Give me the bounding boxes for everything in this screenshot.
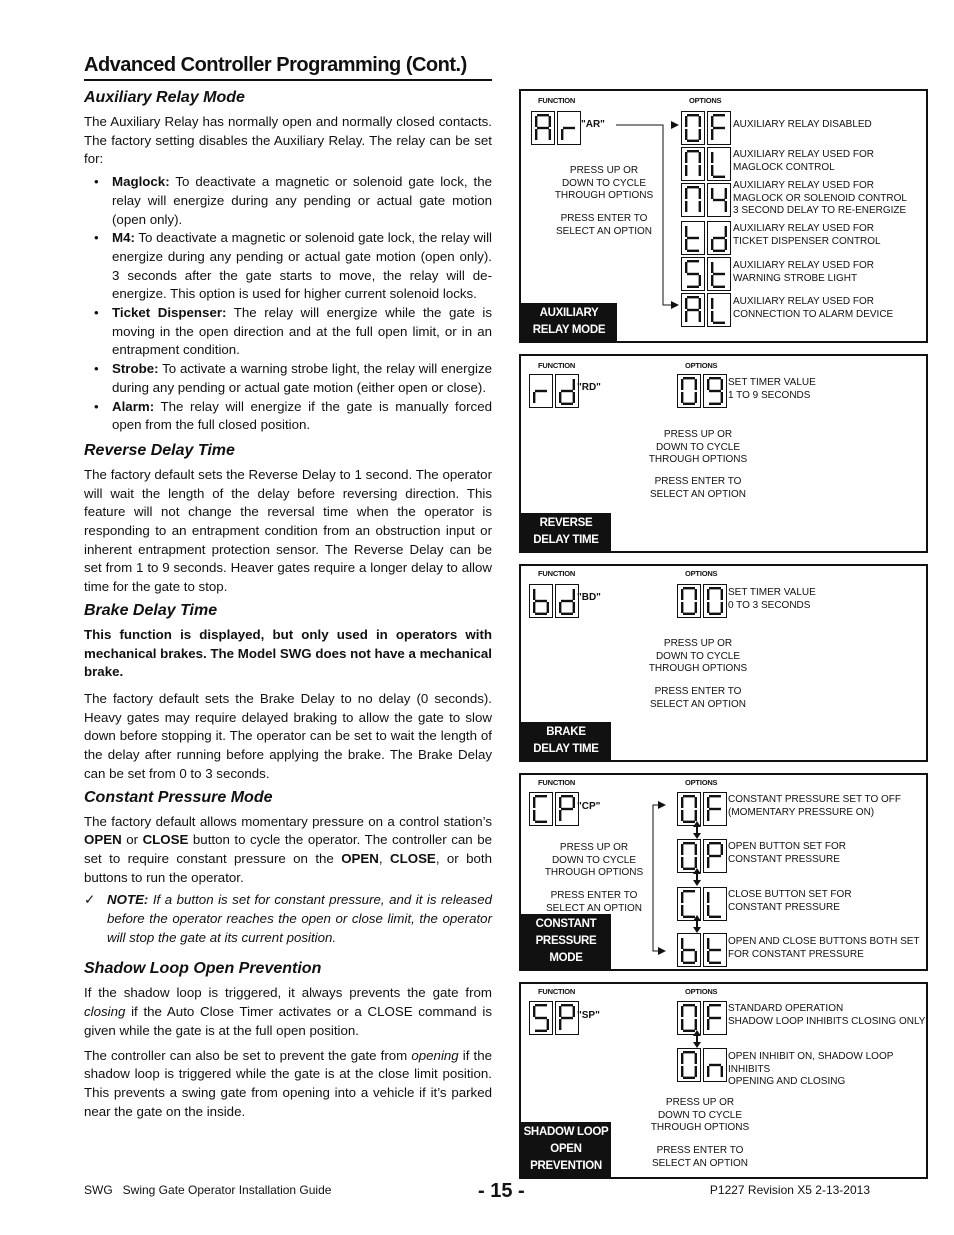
cycle-instruction: PRESS UP OR DOWN TO CYCLE THROUGH OPTIONS xyxy=(650,1097,750,1134)
diagram-brake-delay xyxy=(519,564,928,762)
shadow-text-1 xyxy=(84,984,492,1040)
diagram-label: AUXILIARY RELAY MODE xyxy=(521,303,617,341)
cycle-instruction: PRESS UP OR DOWN TO CYCLE THROUGH OPTIONS xyxy=(648,638,748,675)
diagram-label: REVERSE DELAY TIME xyxy=(521,513,611,551)
lcd-function-display xyxy=(529,584,579,618)
diagram-label: SHADOW LOOP OPEN PREVENTION xyxy=(521,1122,611,1177)
function-label: FUNCTION xyxy=(538,778,576,787)
text-run: If the shadow loop is triggered, it always prevents the gate from xyxy=(84,985,492,1001)
option-desc: AUXILIARY RELAY USED FOR TICKET DISPENSER CONTROL xyxy=(733,223,881,247)
desc: The relay will energize if the gate is manually forced open from the full closed position. xyxy=(112,398,492,433)
term: Ticket Dispenser: xyxy=(112,305,227,321)
option-desc: AUXILIARY RELAY USED FOR CONNECTION TO ALARM DEVICE xyxy=(733,296,894,320)
option-desc: OPEN AND CLOSE BUTTONS BOTH SET FOR CONSTANT PRESSURE xyxy=(728,936,920,960)
function-code: "AR" xyxy=(581,119,605,130)
function-code: "CP" xyxy=(577,801,601,812)
text-run: or xyxy=(121,832,143,848)
diagram-constant-pressure xyxy=(519,773,928,971)
option-desc: STANDARD OPERATION SHADOW LOOP INHIBITS CLOSING ONLY xyxy=(728,1003,926,1027)
cycle-instruction: PRESS UP OR DOWN TO CYCLE THROUGH OPTIONS xyxy=(554,165,654,202)
lcd-option-display xyxy=(677,1048,727,1082)
function-label: FUNCTION xyxy=(538,96,576,105)
aux-intro: The Auxiliary Relay has normally open and normally closed contacts. The factory setting disables the Auxiliary Relay. The relay can be set for: xyxy=(84,114,492,167)
diagram-shadow-loop xyxy=(519,982,928,1179)
lcd-option-display xyxy=(677,374,727,408)
option-desc: AUXILIARY RELAY USED FOR WARNING STROBE LIGHT xyxy=(733,260,874,284)
shadow-text-2 xyxy=(84,1047,492,1122)
options-label: OPTIONS xyxy=(685,361,718,370)
updown-arrow-icon xyxy=(691,821,711,941)
enter-instruction: PRESS ENTER TO SELECT AN OPTION xyxy=(652,1145,748,1169)
function-label: FUNCTION xyxy=(538,569,576,578)
title-rule xyxy=(84,79,492,81)
lcd-option-display xyxy=(677,584,727,618)
lcd-function-display xyxy=(529,1001,579,1035)
function-code: "SP" xyxy=(577,1010,600,1021)
text-run: if the Auto Close Timer activates or a CLOSE command is given while the gate is at the full open position. xyxy=(84,1004,492,1038)
cycle-instruction: PRESS UP OR DOWN TO CYCLE THROUGH OPTIONS xyxy=(544,842,644,879)
lcd-option-display xyxy=(681,147,731,181)
lcd-option-display xyxy=(681,257,731,291)
enter-instruction: PRESS ENTER TO SELECT AN OPTION xyxy=(650,686,746,710)
option-desc: SET TIMER VALUE 0 TO 3 SECONDS xyxy=(728,587,816,611)
options-label: OPTIONS xyxy=(685,987,718,996)
lcd-option-display xyxy=(681,221,731,255)
shadow-heading: Shadow Loop Open Prevention xyxy=(84,960,322,978)
lcd-option-display xyxy=(681,183,731,217)
diagram-aux-relay xyxy=(519,89,928,343)
option-desc: OPEN BUTTON SET FOR CONSTANT PRESSURE xyxy=(728,841,846,865)
desc: To activate a warning strobe light, the relay will energize during any pending or actual gate motion (either open or close). xyxy=(112,361,492,395)
reverse-heading: Reverse Delay Time xyxy=(84,441,235,459)
desc: The relay will energize while the gate is moving in the open direction and at the full open limit, or in an entrapment condition. xyxy=(112,305,492,358)
option-desc: AUXILIARY RELAY USED FOR MAGLOCK OR SOLENOID CONTROL 3 SECOND DELAY TO RE-ENERGIZE xyxy=(733,180,907,217)
enter-instruction: PRESS ENTER TO SELECT AN OPTION xyxy=(546,890,642,914)
constant-note xyxy=(84,891,492,947)
text-run: The controller can also be set to prevent the gate from xyxy=(84,1047,412,1063)
options-label: OPTIONS xyxy=(685,569,718,578)
diagram-reverse-delay xyxy=(519,354,928,553)
function-label: FUNCTION xyxy=(538,987,576,996)
text-run: opening xyxy=(411,1047,459,1063)
desc: To deactivate a magnetic or solenoid gate lock, the relay will energize during any pending or actual gate motion (open only). 3 seconds after the gate starts to move, the relay will de-energize. This option is used for higher current solenoid locks. xyxy=(112,230,492,302)
text-run: OPEN xyxy=(341,850,379,866)
text-run: CLOSE xyxy=(142,832,189,848)
list-item xyxy=(84,398,492,435)
list-item xyxy=(84,229,492,304)
aux-heading: Auxiliary Relay Mode xyxy=(84,89,245,106)
options-label: OPTIONS xyxy=(689,96,722,105)
text-run: if the shadow loop is triggered while the gate is at the close limit position. This prevents a swing gate from opening into a vehicle if it’s parked near the gate on the inside. xyxy=(84,1047,492,1119)
function-label: FUNCTION xyxy=(538,361,576,370)
reverse-text: The factory default sets the Reverse Delay to 1 second. The operator will wait the length of the delay before reversing direction. This feature will not change the reversal time when the operator is responding to an entrapment condition from an obstruction input or inherent entrapment protection sensor. The Reverse Delay can be set from 1 to 9 seconds. Heaver gates require a longer delay to allow time for the gate to stop. xyxy=(84,466,492,595)
text-run: OPEN xyxy=(84,832,122,848)
option-desc: AUXILIARY RELAY USED FOR MAGLOCK CONTROL xyxy=(733,149,874,173)
enter-instruction: PRESS ENTER TO SELECT AN OPTION xyxy=(650,476,746,500)
lcd-option-display xyxy=(681,293,731,327)
function-code: "RD" xyxy=(577,382,601,393)
footer-left: SWG Swing Gate Operator Installation Guide xyxy=(84,1183,332,1197)
page-title: Advanced Controller Programming (Cont.) xyxy=(84,54,467,76)
term: Alarm: xyxy=(112,398,155,414)
aux-list xyxy=(84,173,492,435)
option-desc: CONSTANT PRESSURE SET TO OFF (MOMENTARY PRESSURE ON) xyxy=(728,794,901,818)
desc: To deactivate a magnetic or solenoid gate lock, the relay will energize during any pending or actual gate motion (open only). xyxy=(112,174,492,227)
function-code: "BD" xyxy=(577,592,601,603)
options-label: OPTIONS xyxy=(685,778,718,787)
list-item xyxy=(84,173,492,229)
cycle-instruction: PRESS UP OR DOWN TO CYCLE THROUGH OPTIONS xyxy=(648,429,748,466)
text-run: , xyxy=(378,850,390,866)
footer-right: P1227 Revision X5 2-13-2013 xyxy=(709,1183,870,1197)
term: Maglock: xyxy=(112,174,170,190)
diagram-label: CONSTANT PRESSURE MODE xyxy=(521,914,611,969)
text-run: closing xyxy=(84,1004,126,1020)
lcd-function-display xyxy=(529,374,579,408)
constant-heading: Constant Pressure Mode xyxy=(84,788,273,806)
page-number: - 15 - xyxy=(478,1180,525,1202)
option-desc: AUXILIARY RELAY DISABLED xyxy=(733,119,872,130)
brake-note: This function is displayed, but only used in operators with mechanical brakes. The Model SWG does not have a mechanical brake. xyxy=(84,626,492,680)
diagram-label: BRAKE DELAY TIME xyxy=(521,722,611,760)
text-run: button to cycle the operator. The controller can be set to require constant pressure on the xyxy=(84,832,492,866)
option-desc: CLOSE BUTTON SET FOR CONSTANT PRESSURE xyxy=(728,889,852,913)
brake-text: The factory default sets the Brake Delay to no delay (0 seconds). Heavy gates may require delayed braking to allow the gate to slow down before stopping it. The operator can be set to wait the length of the delay after running before applying the brake. The Brake Delay can be set from 0 to 3 seconds. xyxy=(84,690,492,781)
list-item xyxy=(84,360,492,397)
list-item xyxy=(84,304,492,360)
option-desc: SET TIMER VALUE 1 TO 9 SECONDS xyxy=(728,377,816,401)
term: M4: xyxy=(112,230,135,246)
enter-instruction: PRESS ENTER TO SELECT AN OPTION xyxy=(556,213,652,237)
constant-text xyxy=(84,813,492,888)
checkmark-icon: ✓ xyxy=(84,892,96,908)
text-run: The factory default allows momentary pressure on a control station’s xyxy=(84,813,492,829)
left-column xyxy=(84,88,492,1125)
option-desc: OPEN INHIBIT ON, SHADOW LOOP INHIBITS OPENING AND CLOSING xyxy=(728,1051,894,1088)
text-run: CLOSE xyxy=(390,850,436,866)
note-label: NOTE: xyxy=(107,892,149,908)
note-text: If a button is set for constant pressure, and it is released before the operator reaches the open or close limit, the operator will stop the gate at its current position. xyxy=(107,892,492,945)
text-run: , or both buttons to run the operator. xyxy=(84,850,492,885)
term: Strobe: xyxy=(112,361,159,377)
lcd-option-display xyxy=(681,111,731,145)
brake-heading: Brake Delay Time xyxy=(84,601,218,619)
updown-arrow-icon xyxy=(691,1030,711,1052)
